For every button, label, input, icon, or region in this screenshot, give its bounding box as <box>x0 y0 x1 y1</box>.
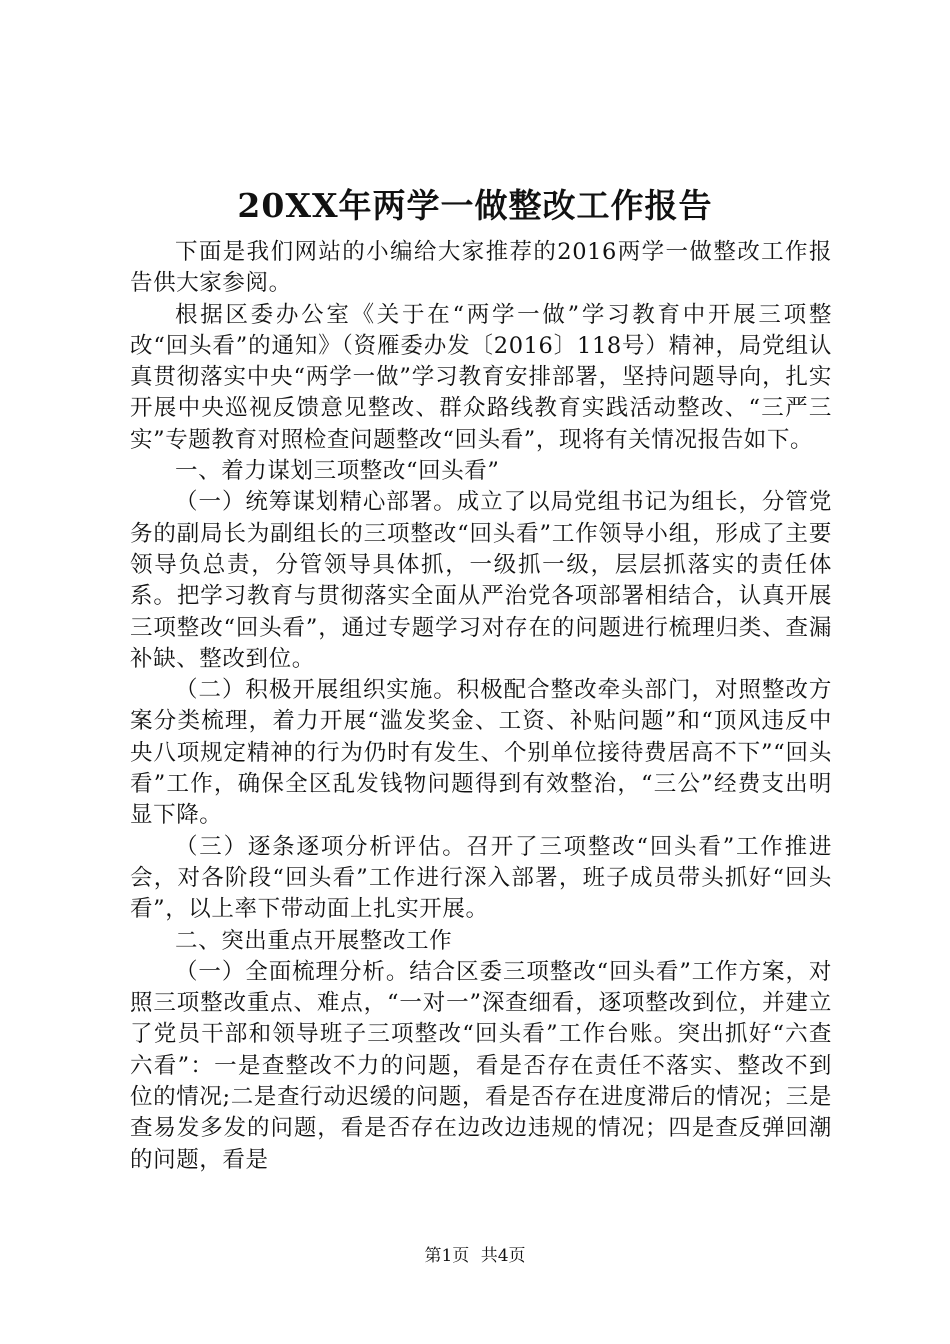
paragraph-section1-item2: （二）积极开展组织实施。积极配合整改牵头部门，对照整改方案分类梳理，着力开展“滥发奖金、工资、补贴问题”和“顶风违反中央八项规定精神的行为仍时有发生、个别单位接待费居高不下”“回头看”工作，确保全区乱发钱物问题得到有效整治，“三公”经费支出明显下降。 <box>130 677 832 829</box>
paragraph-intro: 下面是我们网站的小编给大家推荐的2016两学一做整改工作报告供大家参阅。 <box>130 239 832 297</box>
section-heading-2: 二、突出重点开展整改工作 <box>175 927 453 954</box>
paragraph-section1-item3: （三）逐条逐项分析评估。召开了三项整改“回头看”工作推进会，对各阶段“回头看”工作进行深入部署，班子成员带头抓好“回头看”，以上率下带动面上扎实开展。 <box>130 833 832 923</box>
page-total: 共4页 <box>480 1246 526 1266</box>
paragraph-section1-item1: （一）统筹谋划精心部署。成立了以局党组书记为组长，分管党务的副局长为副组长的三项整改“回头看”工作领导小组，形成了主要领导负总责，分管领导具体抓，一级抓一级，层层抓落实的责任体系。把学习教育与贯彻落实全面从严治党各项部署相结合，认真开展三项整改“回头看”，通过专题学习对存在的问题进行梳理归类、查漏补缺、整改到位。 <box>130 489 832 672</box>
page-footer <box>0 1244 950 1268</box>
section-heading-1: 一、着力谋划三项整改“回头看” <box>175 458 500 485</box>
paragraph-background: 根据区委办公室《关于在“两学一做”学习教育中开展三项整改“回头看”的通知》（资雁委办发〔2016〕118号）精神，局党组认真贯彻落实中央“两学一做”学习教育安排部署，坚持问题导向，扎实开展中央巡视反馈意见整改、群众路线教育实践活动整改、“三严三实”专题教育对照检查问题整改“回头看”，现将有关情况报告如下。 <box>130 301 832 453</box>
document-title: 20XX年两学一做整改工作报告 <box>237 186 713 225</box>
paragraph-section2-item1: （一）全面梳理分析。结合区委三项整改“回头看”工作方案，对照三项整改重点、难点，“一对一”深查细看，逐项整改到位，并建立了党员干部和领导班子三项整改“回头看”工作台账。突出抓好“六查六看”：一是查整改不力的问题，看是否存在责任不落实、整改不到位的情况;二是查行动迟缓的问题，看是否存在进度滞后的情况；三是查易发多发的问题，看是否存在边改边违规的情况；四是查反弹回潮的问题，看是 <box>130 958 832 1173</box>
document-body <box>130 237 832 1176</box>
page-number: 第1页 <box>424 1246 470 1266</box>
